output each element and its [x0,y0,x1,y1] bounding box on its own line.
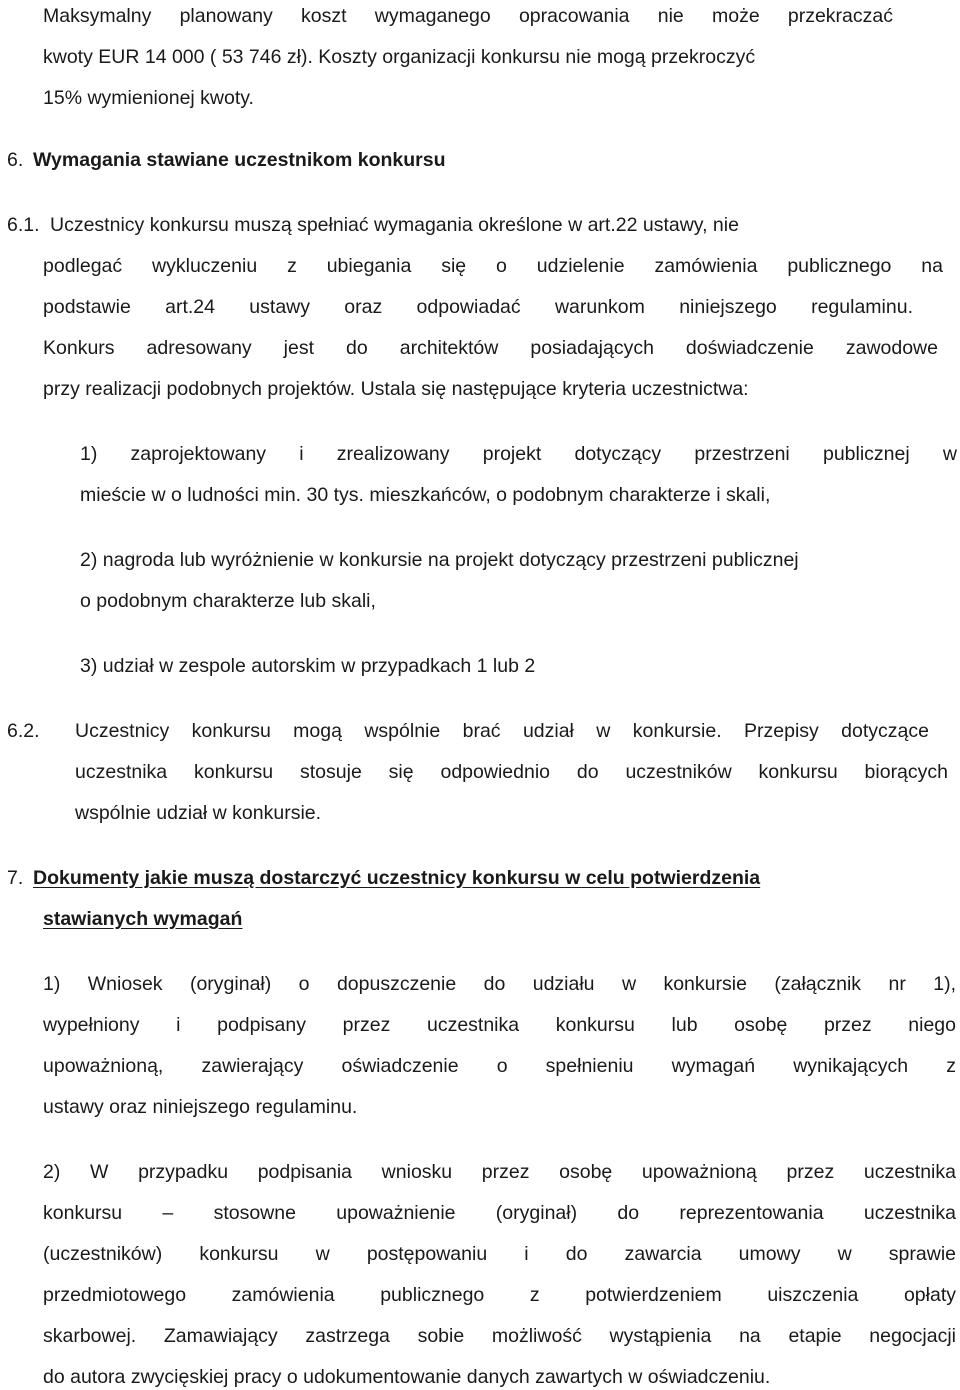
paragraph-6-1-line-3: podstawie art.24 ustawy oraz odpowiadać warunkom niniejszego regulaminu. [43,296,913,318]
criterion-1-line-1: 1) zaprojektowany i zrealizowany projekt dotyczący przestrzeni publicznej w [80,443,957,465]
paragraph-6-2-line-3: wspólnie udział w konkursie. [75,802,322,824]
paragraph-6-1-line-1: Uczestnicy konkursu muszą spełniać wymagania określone w art.22 ustawy, nie [50,214,739,236]
paragraph-6-2-number: 6.2. [7,720,40,742]
section-6-number: 6. [7,149,24,171]
intro-line-3: 15% wymienionej kwoty. [43,87,254,109]
paragraph-6-1-line-5: przy realizacji podobnych projektów. Ustala się następujące kryteria uczestnictwa: [43,378,749,400]
document-item-2-line-5: skarbowej. Zamawiający zastrzega sobie możliwość wystąpienia na etapie negocjacji [43,1325,956,1347]
document-item-1-line-2: wypełniony i podpisany przez uczestnika konkursu lub osobę przez niego [43,1014,956,1036]
document-item-1-line-4: ustawy oraz niniejszego regulaminu. [43,1096,358,1118]
document-item-2-line-6: do autora zwycięskiej pracy o udokumentowanie danych zawartych w oświadczeniu. [43,1366,771,1388]
section-7-title-line-2: stawianych wymagań [43,908,243,930]
document-item-2-line-4: przedmiotowego zamówienia publicznego z potwierdzeniem uiszczenia opłaty [43,1284,956,1306]
document-item-1-line-1: 1) Wniosek (oryginał) o dopuszczenie do udziału w konkursie (załącznik nr 1), [43,973,956,995]
section-6-title: Wymagania stawiane uczestnikom konkursu [33,149,446,171]
section-7-title-line-1: Dokumenty jakie muszą dostarczyć uczestnicy konkursu w celu potwierdzenia [33,867,761,889]
document-item-2-line-3: (uczestników) konkursu w postępowaniu i do zawarcia umowy w sprawie [43,1243,956,1265]
intro-line-1: Maksymalny planowany koszt wymaganego opracowania nie może przekraczać [43,5,893,27]
document-item-2-line-1: 2) W przypadku podpisania wniosku przez osobę upoważnioną przez uczestnika [43,1161,956,1183]
criterion-1-line-2: mieście w o ludności min. 30 tys. mieszkańców, o podobnym charakterze i skali, [80,484,771,506]
paragraph-6-2-line-2: uczestnika konkursu stosuje się odpowiednio do uczestników konkursu biorących [75,761,948,783]
paragraph-6-1-number: 6.1. [7,214,40,236]
paragraph-6-1-line-4: Konkurs adresowany jest do architektów posiadających doświadczenie zawodowe [43,337,938,359]
criterion-2-line-1: 2) nagroda lub wyróżnienie w konkursie na projekt dotyczący przestrzeni publicznej [80,549,799,571]
document-item-2-line-2: konkursu – stosowne upoważnienie (oryginał) do reprezentowania uczestnika [43,1202,956,1224]
paragraph-6-2-line-1: Uczestnicy konkursu mogą wspólnie brać udział w konkursie. Przepisy dotyczące [75,720,929,742]
document-item-1-line-3: upoważnioną, zawierający oświadczenie o spełnieniu wymagań wynikających z [43,1055,956,1077]
criterion-3-line-1: 3) udział w zespole autorskim w przypadkach 1 lub 2 [80,655,536,677]
criterion-2-line-2: o podobnym charakterze lub skali, [80,590,376,612]
section-7-number: 7. [7,867,24,889]
paragraph-6-1-line-2: podlegać wykluczeniu z ubiegania się o udzielenie zamówienia publicznego na [43,255,943,277]
intro-line-2: kwoty EUR 14 000 ( 53 746 zł). Koszty organizacji konkursu nie mogą przekroczyć [43,46,756,68]
